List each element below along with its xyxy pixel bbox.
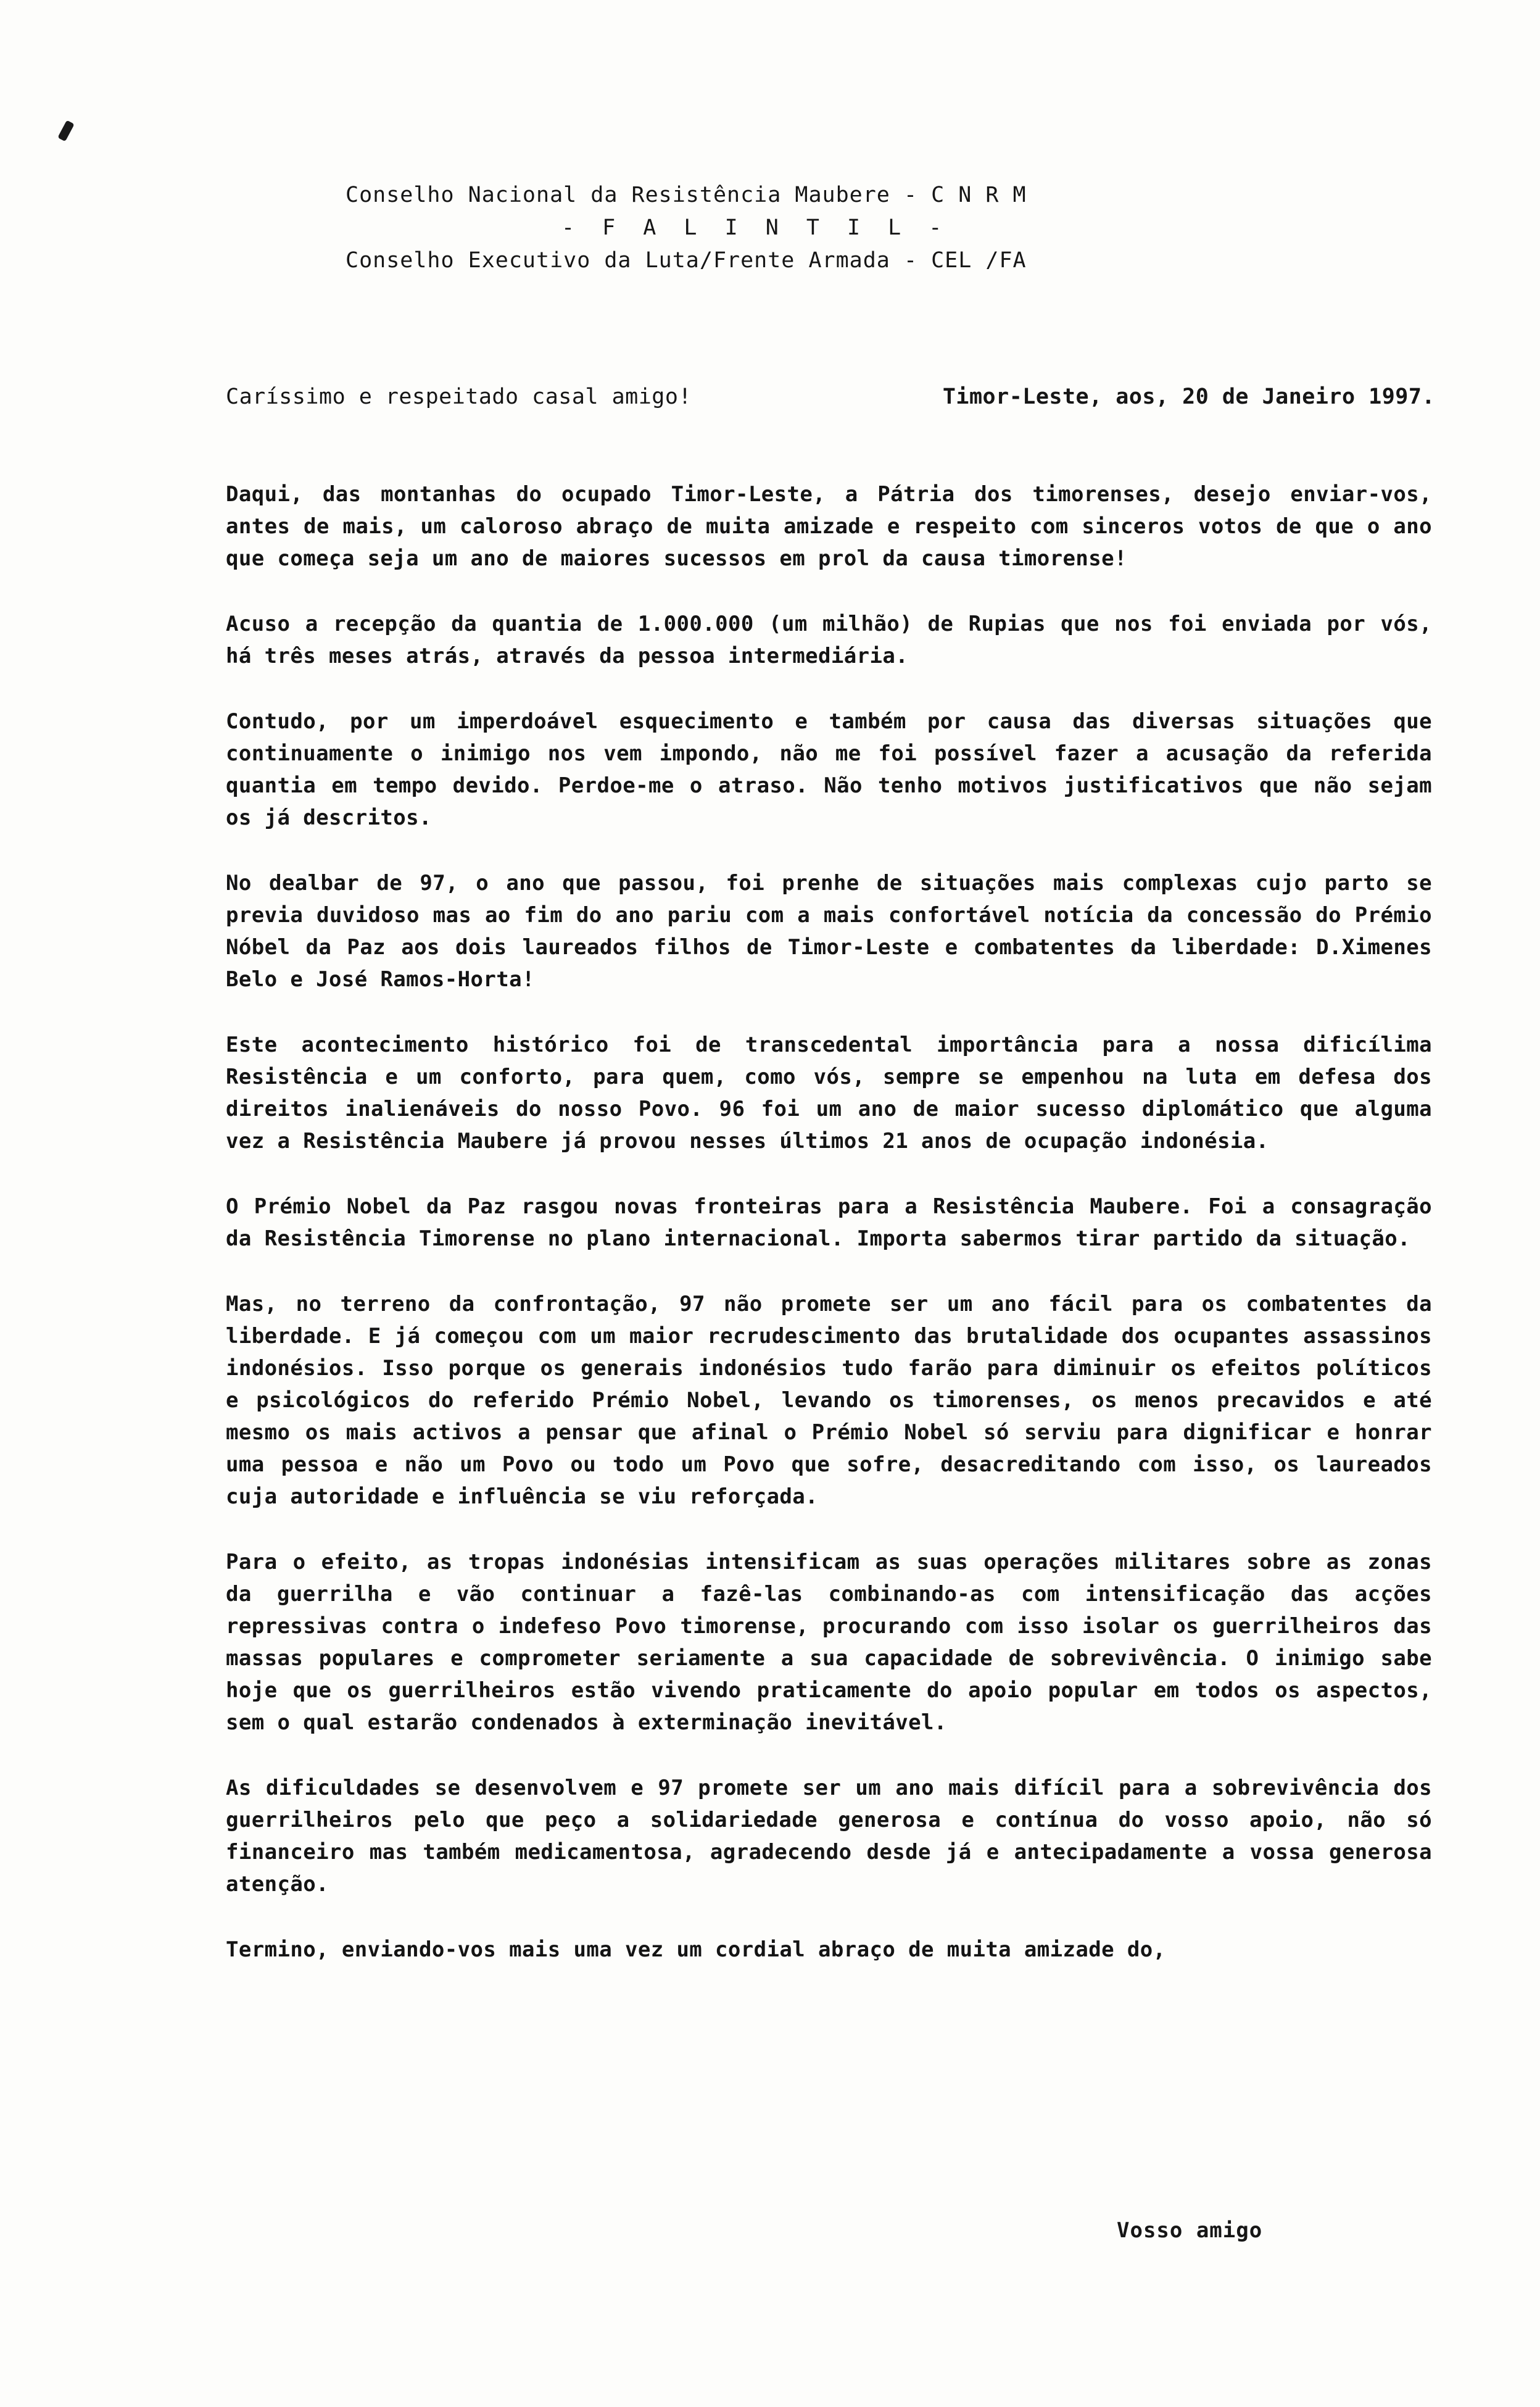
paragraph: O Prémio Nobel da Paz rasgou novas fronteiras para a Resistência Maubere. Foi a consagração da Resistência Timorense no plano internacional. Importa sabermos tirar partido da situação.	[226, 1194, 1432, 1251]
paragraph: Para o efeito, as tropas indonésias intensificam as suas operações militares sobre as zonas da guerrilha e vão continuar a fazê-las combinando-as com intensificação das acções repressivas contra o indefeso Povo timorense, procurando com isso isolar os guerrilheiros das massas populares e comprometer seriamente a sua capacidade de sobrevivência. O inimigo sabe hoje que os guerrilheiros estão vivendo praticamente do apoio popular em todos os aspectos, sem o qual estarão condenados à exterminação inevitável.	[226, 1550, 1432, 1735]
paragraph: Este acontecimento histórico foi de transcedental importância para a nossa dificílima Resistência e um conforto, para quem, como vós, sempre se empenhou na luta em defesa dos direitos inalienáveis do nosso Povo. 96 foi um ano de maior sucesso diplomático que alguma vez a Resistência Maubere já provou nesses últimos 21 anos de ocupação indonésia.	[226, 1033, 1432, 1154]
place-date: Timor-Leste, aos, 20 de Janeiro 1997.	[942, 385, 1435, 409]
paragraph: No dealbar de 97, o ano que passou, foi prenhe de situações mais complexas cujo parto se previa duvidoso mas ao fim do ano pariu com a mais confortável notícia da concessão do Prémio Nóbel da Paz aos dois laureados filhos de Timor-Leste e combatentes da liberdade: D.Ximenes Belo e José Ramos-Horta!	[226, 871, 1432, 992]
letter-body	[226, 478, 1432, 1966]
paragraph: As dificuldades se desenvolvem e 97 promete ser um ano mais difícil para a sobrevivência dos guerrilheiros pelo que peço a solidariedade generosa e contínua do vosso apoio, não só financeiro mas também medicamentosa, agradecendo desde já e antecipadamente a vossa generosa atenção.	[226, 1776, 1432, 1897]
pen-mark	[57, 120, 74, 142]
paragraph: Mas, no terreno da confrontação, 97 não promete ser um ano fácil para os combatentes da liberdade. E já começou com um maior recrudescimento das brutalidade dos ocupantes assassinos indonésios. Isso porque os generais indonésios tudo farão para diminuir os efeitos políticos e psicológicos do referido Prémio Nobel, levando os timorenses, os menos precavidos e até mesmo os mais activos a pensar que afinal o Prémio Nobel só serviu para dignificar e honrar uma pessoa e não um Povo ou todo um Povo que sofre, desacreditando com isso, os laureados cuja autoridade e influência se viu reforçada.	[226, 1292, 1432, 1509]
signoff: Vosso amigo	[1117, 2218, 1263, 2243]
salutation-row	[226, 381, 1435, 412]
letterhead-line-1: Conselho Nacional da Resistência Maubere - C N R M	[346, 183, 1027, 207]
salutation: Caríssimo e respeitado casal amigo!	[226, 385, 692, 409]
letterhead-line-3: Conselho Executivo da Luta/Frente Armada - CEL /FA	[346, 248, 1027, 273]
paragraph: Contudo, por um imperdoável esquecimento e também por causa das diversas situações que continuamente o inimigo nos vem impondo, não me foi possível fazer a acusação da referida quantia em tempo devido. Perdoe-me o atraso. Não tenho motivos justificativos que não sejam os já descritos.	[226, 709, 1432, 830]
letterhead	[346, 179, 1209, 277]
letterhead-line-2: - F A L I N T I L -	[561, 215, 950, 240]
paragraph: Daqui, das montanhas do ocupado Timor-Leste, a Pátria dos timorenses, desejo enviar-vos, antes de mais, um caloroso abraço de muita amizade e respeito com sinceros votos de que o ano que começa seja um ano de maiores sucessos em prol da causa timorense!	[226, 482, 1432, 571]
closing-paragraph: Termino, enviando-vos mais uma vez um cordial abraço de muita amizade do,	[226, 1937, 1166, 1962]
paragraph: Acuso a recepção da quantia de 1.000.000 (um milhão) de Rupias que nos foi enviada por vós, há três meses atrás, através da pessoa intermediária.	[226, 612, 1432, 668]
